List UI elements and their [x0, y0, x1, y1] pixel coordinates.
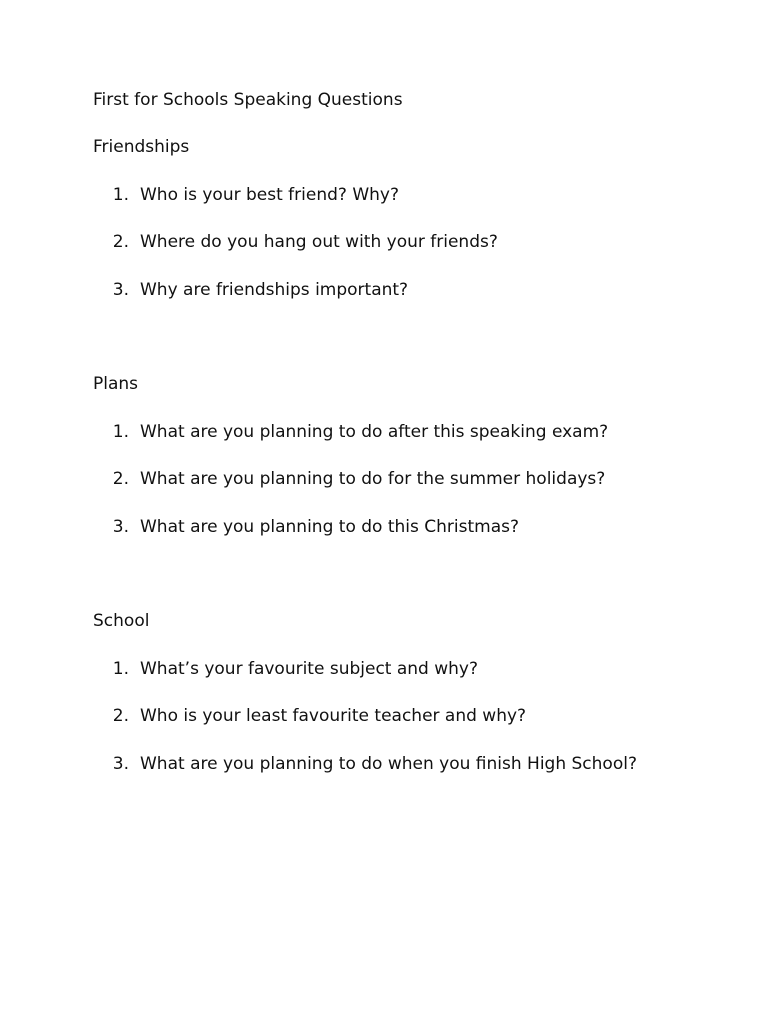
list-item — [0, 231, 700, 253]
question-text: Who is your best friend? Why? — [140, 185, 399, 205]
list-item — [0, 184, 700, 206]
question-number: 1. — [112, 185, 129, 205]
document-title: First for Schools Speaking Questions — [93, 90, 403, 110]
question-number: 2. — [112, 232, 129, 252]
question-text: What are you planning to do when you finish High School? — [140, 754, 637, 774]
question-number: 1. — [112, 659, 129, 679]
question-text: Where do you hang out with your friends? — [140, 232, 498, 252]
question-text: Who is your least favourite teacher and why? — [140, 706, 527, 726]
list-item — [0, 658, 700, 680]
question-text: Why are friendships important? — [140, 280, 409, 300]
question-number: 1. — [112, 422, 129, 442]
question-text: What are you planning to do for the summer holidays? — [140, 469, 606, 489]
section-heading-plans: Plans — [93, 374, 139, 394]
list-item — [0, 705, 700, 727]
list-item — [0, 421, 700, 443]
question-number: 3. — [112, 280, 129, 300]
list-item — [0, 516, 700, 538]
question-text: What are you planning to do this Christmas? — [140, 517, 520, 537]
list-item — [0, 468, 700, 490]
question-number: 2. — [112, 706, 129, 726]
question-number: 2. — [112, 469, 129, 489]
list-item — [0, 753, 700, 775]
section-heading-school: School — [93, 611, 150, 631]
question-text: What’s your favourite subject and why? — [140, 659, 479, 679]
question-number: 3. — [112, 754, 129, 774]
list-item — [0, 279, 700, 301]
section-heading-friendships: Friendships — [93, 137, 190, 157]
question-text: What are you planning to do after this speaking exam? — [140, 422, 609, 442]
question-number: 3. — [112, 517, 129, 537]
